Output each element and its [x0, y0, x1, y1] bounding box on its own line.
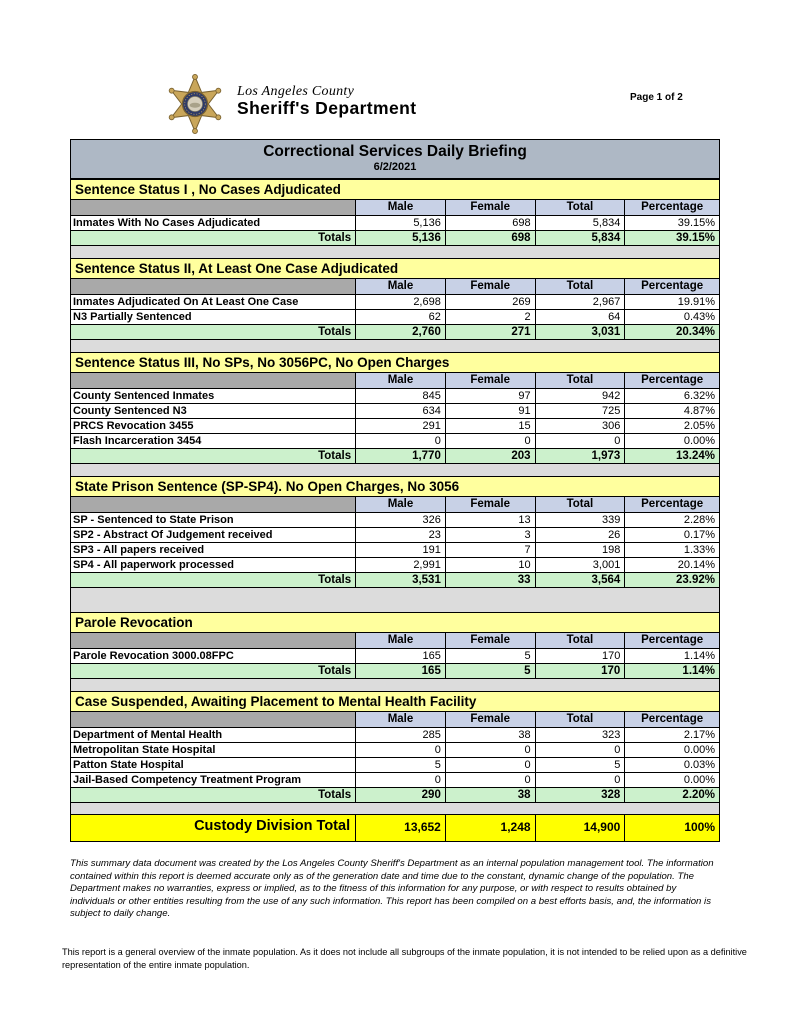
- row-label: Inmates Adjudicated On At Least One Case: [73, 296, 299, 308]
- row-label: PRCS Revocation 3455: [73, 420, 194, 432]
- male-value: 845: [355, 389, 445, 403]
- male-value: 191: [355, 543, 445, 557]
- row-label: SP2 - Abstract Of Judgement received: [73, 529, 273, 541]
- percentage-value: 2.28%: [624, 513, 719, 527]
- female-value: 0: [445, 743, 535, 757]
- data-row: [71, 648, 719, 663]
- report-table: [70, 139, 720, 842]
- totals-female: 33: [445, 573, 535, 587]
- column-header-male: Male: [355, 497, 445, 512]
- totals-label: Totals: [318, 574, 352, 586]
- female-value: 13: [445, 513, 535, 527]
- column-header-total: Total: [535, 279, 625, 294]
- data-row: [71, 512, 719, 527]
- male-value: 165: [355, 649, 445, 663]
- section-title: Parole Revocation: [71, 613, 719, 633]
- agency-name: [237, 84, 416, 118]
- row-label: Patton State Hospital: [73, 759, 184, 771]
- report-title: Correctional Services Daily Briefing: [263, 143, 527, 160]
- totals-percentage: 39.15%: [624, 231, 719, 245]
- totals-total: 3,031: [535, 325, 625, 339]
- male-value: 2,991: [355, 558, 445, 572]
- column-header-percentage: Percentage: [624, 633, 719, 648]
- total-value: 942: [535, 389, 625, 403]
- total-value: 3,001: [535, 558, 625, 572]
- section-spacer: [70, 803, 720, 814]
- data-row: [71, 557, 719, 572]
- column-header-female: Female: [445, 200, 535, 215]
- percentage-value: 0.00%: [624, 434, 719, 448]
- data-row: [71, 757, 719, 772]
- female-value: 2: [445, 310, 535, 324]
- section-spacer: [70, 246, 720, 258]
- section-title: Sentence Status III, No SPs, No 3056PC, No Open Charges: [71, 353, 719, 373]
- female-value: 10: [445, 558, 535, 572]
- totals-male: 290: [355, 788, 445, 802]
- custody-division-total-row: [70, 814, 720, 842]
- data-row: [71, 742, 719, 757]
- totals-male: 3,531: [355, 573, 445, 587]
- totals-male: 2,760: [355, 325, 445, 339]
- row-label: SP4 - All paperwork processed: [73, 559, 234, 571]
- column-header-row: [71, 200, 719, 215]
- percentage-value: 6.32%: [624, 389, 719, 403]
- section-spacer: [70, 464, 720, 476]
- totals-total: 1,973: [535, 449, 625, 463]
- agency-county: Los Angeles County: [237, 84, 355, 99]
- data-row: [71, 542, 719, 557]
- male-value: 0: [355, 743, 445, 757]
- male-value: 5: [355, 758, 445, 772]
- female-value: 15: [445, 419, 535, 433]
- column-header-total: Total: [535, 712, 625, 727]
- total-value: 339: [535, 513, 625, 527]
- data-row: [71, 388, 719, 403]
- male-value: 634: [355, 404, 445, 418]
- female-value: 38: [445, 728, 535, 742]
- female-value: 0: [445, 434, 535, 448]
- section-title: Sentence Status I , No Cases Adjudicated: [71, 180, 719, 200]
- data-row: [71, 527, 719, 542]
- percentage-value: 0.03%: [624, 758, 719, 772]
- total-value: 170: [535, 649, 625, 663]
- male-value: 2,698: [355, 295, 445, 309]
- section-spacer: [70, 588, 720, 612]
- column-header-spacer: [71, 712, 355, 727]
- female-value: 698: [445, 216, 535, 230]
- total-value: 5: [535, 758, 625, 772]
- totals-percentage: 23.92%: [624, 573, 719, 587]
- totals-male: 165: [355, 664, 445, 678]
- section-sentence-status-2: [70, 258, 720, 340]
- female-value: 0: [445, 758, 535, 772]
- totals-row: [71, 787, 719, 802]
- section-sentence-status-3: [70, 352, 720, 464]
- percentage-value: 0.00%: [624, 743, 719, 757]
- percentage-value: 39.15%: [624, 216, 719, 230]
- column-header-female: Female: [445, 497, 535, 512]
- total-value: 306: [535, 419, 625, 433]
- male-value: 0: [355, 773, 445, 787]
- totals-percentage: 1.14%: [624, 664, 719, 678]
- column-header-row: [71, 633, 719, 648]
- section-state-prison-sentence: [70, 476, 720, 588]
- column-header-male: Male: [355, 279, 445, 294]
- total-value: 0: [535, 434, 625, 448]
- column-header-male: Male: [355, 712, 445, 727]
- totals-female: 698: [445, 231, 535, 245]
- row-label: Flash Incarceration 3454: [73, 435, 202, 447]
- column-header-spacer: [71, 200, 355, 215]
- column-header-percentage: Percentage: [624, 200, 719, 215]
- section-case-suspended-mental-health: [70, 691, 720, 803]
- male-value: 23: [355, 528, 445, 542]
- male-value: 285: [355, 728, 445, 742]
- totals-percentage: 2.20%: [624, 788, 719, 802]
- row-label: Jail-Based Competency Treatment Program: [73, 774, 302, 786]
- total-value: 725: [535, 404, 625, 418]
- female-value: 97: [445, 389, 535, 403]
- female-value: 5: [445, 649, 535, 663]
- section-parole-revocation: [70, 612, 720, 679]
- grand-total-male: 13,652: [355, 815, 445, 841]
- percentage-value: 0.00%: [624, 773, 719, 787]
- data-row: [71, 433, 719, 448]
- section-title: State Prison Sentence (SP-SP4). No Open Charges, No 3056: [71, 477, 719, 497]
- male-value: 62: [355, 310, 445, 324]
- male-value: 0: [355, 434, 445, 448]
- grand-total-total: 14,900: [535, 815, 625, 841]
- column-header-spacer: [71, 633, 355, 648]
- totals-row: [71, 230, 719, 245]
- data-row: [71, 418, 719, 433]
- column-header-total: Total: [535, 497, 625, 512]
- female-value: 7: [445, 543, 535, 557]
- column-header-row: [71, 373, 719, 388]
- title-bar: [70, 139, 720, 179]
- totals-row: [71, 663, 719, 678]
- column-header-female: Female: [445, 373, 535, 388]
- column-header-total: Total: [535, 633, 625, 648]
- column-header-spacer: [71, 279, 355, 294]
- total-value: 323: [535, 728, 625, 742]
- percentage-value: 20.14%: [624, 558, 719, 572]
- agency-department: Sheriff's Department: [237, 98, 417, 118]
- female-value: 91: [445, 404, 535, 418]
- totals-female: 271: [445, 325, 535, 339]
- totals-percentage: 20.34%: [624, 325, 719, 339]
- percentage-value: 4.87%: [624, 404, 719, 418]
- total-value: 0: [535, 743, 625, 757]
- column-header-spacer: [71, 373, 355, 388]
- grand-total-label: Custody Division Total: [194, 818, 351, 834]
- column-header-female: Female: [445, 279, 535, 294]
- data-row: [71, 772, 719, 787]
- column-header-percentage: Percentage: [624, 373, 719, 388]
- grand-total-percentage: 100%: [624, 815, 719, 841]
- percentage-value: 1.14%: [624, 649, 719, 663]
- totals-label: Totals: [318, 232, 352, 244]
- totals-female: 5: [445, 664, 535, 678]
- totals-total: 5,834: [535, 231, 625, 245]
- totals-percentage: 13.24%: [624, 449, 719, 463]
- column-header-spacer: [71, 497, 355, 512]
- column-header-row: [71, 712, 719, 727]
- column-header-percentage: Percentage: [624, 497, 719, 512]
- totals-label: Totals: [318, 665, 352, 677]
- total-value: 2,967: [535, 295, 625, 309]
- percentage-value: 0.17%: [624, 528, 719, 542]
- row-label: County Sentenced N3: [73, 405, 187, 417]
- column-header-male: Male: [355, 633, 445, 648]
- page-number: Page 1 of 2: [630, 92, 683, 103]
- totals-label: Totals: [318, 326, 352, 338]
- column-header-female: Female: [445, 633, 535, 648]
- male-value: 291: [355, 419, 445, 433]
- section-sentence-status-1: [70, 179, 720, 246]
- section-title: Sentence Status II, At Least One Case Adjudicated: [71, 259, 719, 279]
- report-date: 6/2/2021: [373, 161, 417, 173]
- row-label: Department of Mental Health: [73, 729, 223, 741]
- female-value: 3: [445, 528, 535, 542]
- section-spacer: [70, 340, 720, 352]
- totals-total: 328: [535, 788, 625, 802]
- row-label: Parole Revocation 3000.08FPC: [73, 650, 234, 662]
- column-header-female: Female: [445, 712, 535, 727]
- totals-total: 3,564: [535, 573, 625, 587]
- grand-total-female: 1,248: [445, 815, 535, 841]
- column-header-total: Total: [535, 200, 625, 215]
- row-label: County Sentenced Inmates: [73, 390, 215, 402]
- totals-female: 38: [445, 788, 535, 802]
- column-header-percentage: Percentage: [624, 279, 719, 294]
- disclaimer-paragraph: This summary data document was created by the Los Angeles County Sheriff's Department as an internal population management tool. The information contained within this report is deemed accurate only as of the generation date and time due to the constant, dynamic change of the population. The Department makes no warranties, express or implied, as to the fitness of this information for any purpose, or with respect to results obtained by individuals or other entities resulting from the use of any such information. This report has been compiled on a best efforts basis, and, the information is subject to daily change.: [70, 858, 714, 919]
- totals-row: [71, 324, 719, 339]
- totals-male: 5,136: [355, 231, 445, 245]
- totals-row: [71, 572, 719, 587]
- totals-male: 1,770: [355, 449, 445, 463]
- data-row: [71, 294, 719, 309]
- row-label: Metropolitan State Hospital: [73, 744, 216, 756]
- row-label: N3 Partially Sentenced: [73, 311, 192, 323]
- section-spacer: [70, 679, 720, 691]
- row-label: SP - Sentenced to State Prison: [73, 514, 234, 526]
- row-label: SP3 - All papers received: [73, 544, 205, 556]
- row-label: Inmates With No Cases Adjudicated: [73, 217, 261, 229]
- column-header-percentage: Percentage: [624, 712, 719, 727]
- percentage-value: 2.17%: [624, 728, 719, 742]
- column-header-row: [71, 279, 719, 294]
- percentage-value: 1.33%: [624, 543, 719, 557]
- male-value: 326: [355, 513, 445, 527]
- data-row: [71, 727, 719, 742]
- data-row: [71, 215, 719, 230]
- totals-female: 203: [445, 449, 535, 463]
- column-header-total: Total: [535, 373, 625, 388]
- total-value: 26: [535, 528, 625, 542]
- female-value: 269: [445, 295, 535, 309]
- total-value: 5,834: [535, 216, 625, 230]
- totals-row: [71, 448, 719, 463]
- totals-label: Totals: [318, 789, 352, 801]
- male-value: 5,136: [355, 216, 445, 230]
- percentage-value: 0.43%: [624, 310, 719, 324]
- female-value: 0: [445, 773, 535, 787]
- total-value: 198: [535, 543, 625, 557]
- section-title: Case Suspended, Awaiting Placement to Mental Health Facility: [71, 692, 719, 712]
- column-header-male: Male: [355, 200, 445, 215]
- total-value: 64: [535, 310, 625, 324]
- column-header-male: Male: [355, 373, 445, 388]
- totals-label: Totals: [318, 450, 352, 462]
- data-row: [71, 403, 719, 418]
- percentage-value: 2.05%: [624, 419, 719, 433]
- percentage-value: 19.91%: [624, 295, 719, 309]
- sheriff-star-icon: [165, 74, 225, 134]
- totals-total: 170: [535, 664, 625, 678]
- data-row: [71, 309, 719, 324]
- column-header-row: [71, 497, 719, 512]
- overview-note: This report is a general overview of the inmate population. As it does not include all subgroups of the inmate population, it is not intended to be relied upon as a definitive representation of the entire inmate population.: [62, 947, 747, 970]
- total-value: 0: [535, 773, 625, 787]
